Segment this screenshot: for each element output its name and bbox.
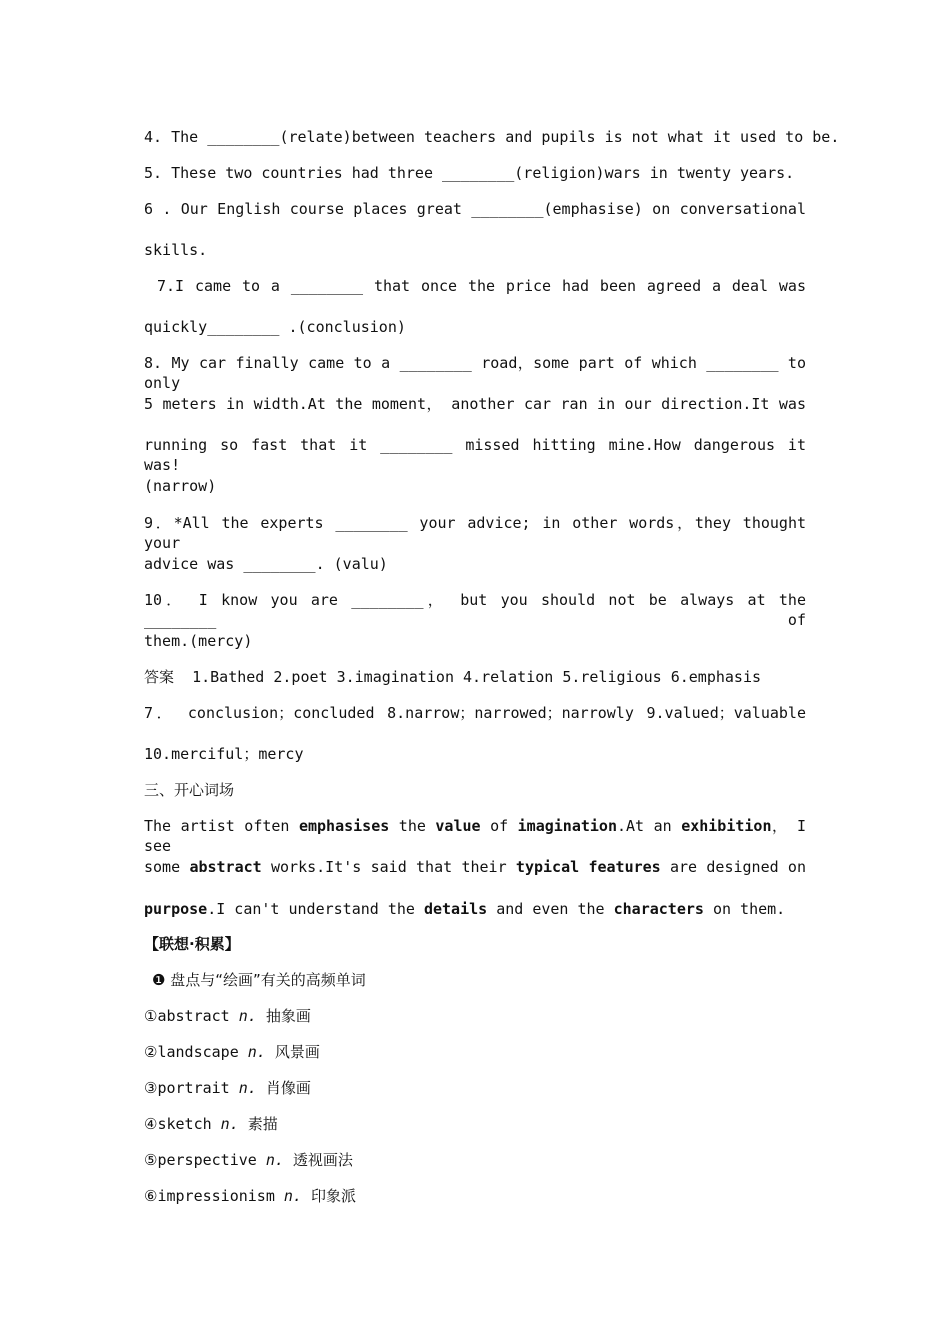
question-9-line-2: advice was ________. (valu) [144, 555, 388, 573]
vocab-item: ②landscape n. 风景画 [144, 1043, 320, 1061]
answer-values-1: 1.Bathed 2.poet 3.imagination 4.relation 5.religious 6.emphasis [192, 668, 762, 686]
keyword: emphasises [298, 817, 390, 835]
vocab-heading-line [152, 970, 814, 990]
vocab-item: ①abstract n. 抽象画 [144, 1007, 311, 1025]
keyword: purpose [144, 900, 208, 918]
question-5: 5. These two countries had three ________(religion)wars in twenty years. [144, 164, 795, 182]
vocab-heading: 盘点与“绘画”有关的高频单词 [170, 971, 366, 989]
answer-line-2: 7． conclusion；concluded 8.narrow；narrowed；narrowly 9.valued；valuable [144, 704, 806, 722]
question-10-line-2: them.(mercy) [144, 632, 253, 650]
question-7-line-1: 7.I came to a ________ that once the price had been agreed a deal was [157, 277, 806, 295]
keyword: value [435, 817, 481, 835]
association-title: 【联想·积累】 [144, 935, 240, 953]
section-3-title: 三、开心词场 [144, 781, 235, 799]
question-6-line-2: skills. [144, 241, 208, 259]
question-7-line-2: quickly________ .(conclusion) [144, 318, 406, 336]
vocab-item: ⑤perspective n. 透视画法 [144, 1151, 353, 1169]
question-9-line-1: 9．*All the experts ________ your advice; in other words，they thought your [144, 514, 806, 552]
keyword: details [423, 900, 488, 918]
vocab-item: ③portrait n. 肖像画 [144, 1079, 311, 1097]
keyword: abstract [189, 858, 262, 876]
passage-line-2: some abstract works.It's said that their typical features are designed on [144, 858, 806, 876]
passage-line-3: purpose.I can't understand the details and even the characters on them. [144, 900, 786, 918]
answer-line-3: 10.merciful；mercy [144, 745, 304, 763]
keyword: exhibition [681, 817, 772, 835]
keyword: imagination [517, 817, 617, 835]
vocab-item: ⑥impressionism n. 印象派 [144, 1187, 356, 1205]
question-10-line-1: 10． I know you are ________， but you should not be always at the ________ of [144, 591, 806, 629]
question-4: 4. The ________(relate)between teachers and pupils is not what it used to be. [144, 128, 840, 146]
question-6-line-1: 6 . Our English course places great ________(emphasise) on conversational [144, 200, 806, 218]
passage-line-1: The artist often emphasises the value of imagination.At an exhibition， I see [144, 817, 807, 855]
question-8-line-4: (narrow) [144, 477, 217, 495]
question-8-line-1: 8. My car finally came to a ________ road，some part of which ________ to only [144, 354, 806, 392]
answer-label: 答案 [144, 668, 175, 686]
keyword: characters [613, 900, 704, 918]
number-one-bullet-icon: ❶ [152, 971, 166, 989]
keyword: typical features [515, 858, 661, 876]
question-8-line-2: 5 meters in width.At the moment， another car ran in our direction.It was [144, 395, 806, 413]
vocab-item: ④sketch n. 素描 [144, 1115, 278, 1133]
answer-line-1 [144, 667, 806, 687]
question-8-line-3: running so fast that it ________ missed hitting mine.How dangerous it was! [144, 436, 806, 474]
